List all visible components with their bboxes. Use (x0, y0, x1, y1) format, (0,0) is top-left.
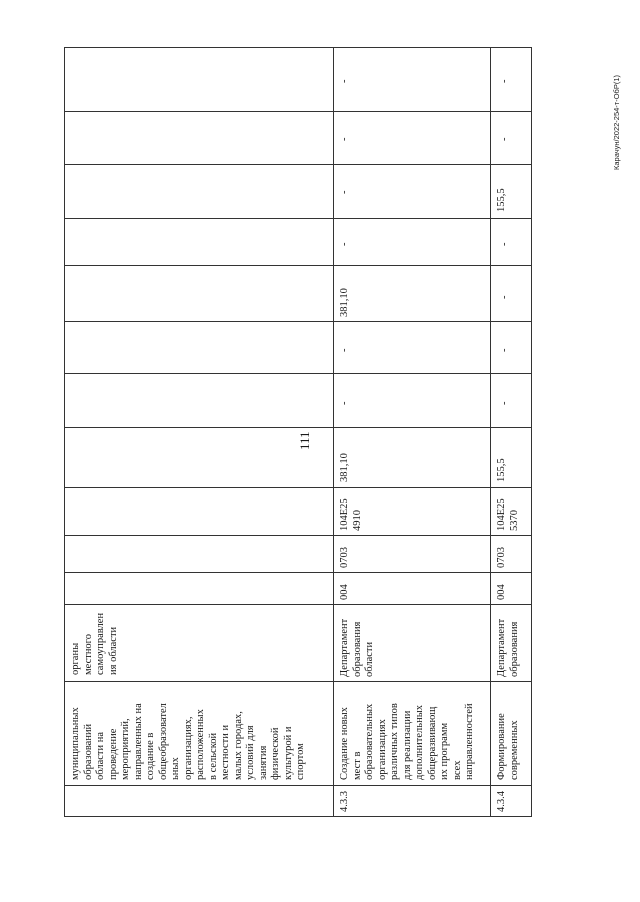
grbs-cell: 004 (496, 584, 507, 600)
table-border-left (64, 47, 65, 817)
table-border-bottom (64, 816, 532, 817)
rzpr-cell: 0703 (339, 547, 350, 568)
document-stamp: Карачун/2022-254-т-ОбР(1) (612, 74, 621, 170)
table-line (64, 604, 532, 605)
table-line (64, 321, 532, 322)
table-border-top (64, 47, 532, 48)
year-value-cell: - (339, 137, 350, 141)
executor-cell: Департамент образования области (339, 618, 375, 677)
year-value-cell: - (499, 348, 510, 352)
table-line (490, 47, 491, 817)
table-line (64, 487, 532, 488)
table-line (64, 785, 532, 786)
table-line (64, 681, 532, 682)
table-line (333, 47, 334, 817)
year-value-cell: 155,5 (496, 188, 507, 212)
executor-cell: Департамент образования (496, 618, 520, 677)
total-cell: 381,10 (339, 453, 350, 482)
table-line (64, 111, 532, 112)
row-number-cell: 4.3.4 (496, 791, 507, 812)
row-number-cell: 4.3.3 (339, 791, 350, 812)
year-value-cell: - (339, 190, 350, 194)
table-line (64, 427, 532, 428)
measure-name-cell: муниципальных образований области на проведение мероприятий, направленных на создание в общеобразовател ьных организациях, расположенных в сельской местности и малых городах, условий для занятия физической культурой и спортом (70, 703, 306, 780)
year-value-cell: - (499, 242, 510, 246)
year-value-cell: - (499, 137, 510, 141)
table-line (64, 218, 532, 219)
table-line (64, 373, 532, 374)
measure-name-cell: Создание новых мест в образовательных организациях различных типов для реализации дополнительных общеразвивающ их программ всех направленностей (339, 703, 475, 780)
page-number: 111 (297, 431, 312, 450)
table-line (64, 265, 532, 266)
year-value-cell: - (499, 295, 510, 299)
table-line (64, 164, 532, 165)
table-line (64, 572, 532, 573)
csr-cell: 104Е25 4910 (339, 498, 363, 531)
rzpr-cell: 0703 (496, 547, 507, 568)
year-value-cell: 381,10 (339, 288, 350, 317)
table-line (64, 535, 532, 536)
csr-cell: 104Е25 5370 (496, 498, 520, 531)
measure-name-cell: Формирование современных (496, 713, 520, 780)
year-value-cell: - (339, 401, 350, 405)
executor-cell: органы местного самоуправлен ия области (70, 612, 119, 675)
year-value-cell: - (339, 348, 350, 352)
year-value-cell: - (339, 79, 350, 83)
year-value-cell: - (339, 242, 350, 246)
year-value-cell: - (499, 401, 510, 405)
table-border-right (531, 47, 532, 817)
grbs-cell: 004 (339, 584, 350, 600)
total-cell: 155,5 (496, 458, 507, 482)
year-value-cell: - (499, 79, 510, 83)
